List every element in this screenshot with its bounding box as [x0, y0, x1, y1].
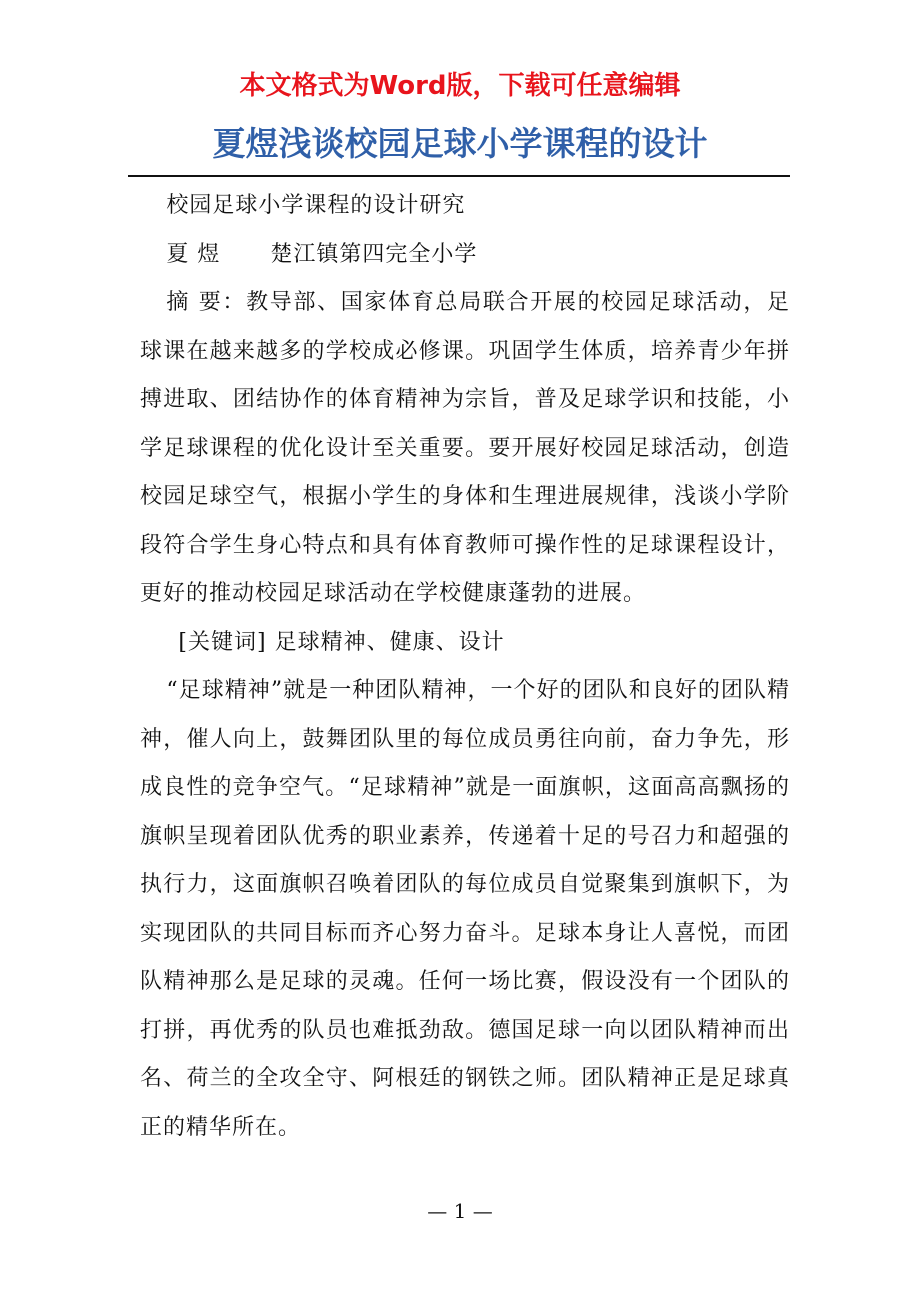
author-line: [140, 231, 790, 280]
abstract-paragraph: 摘 要：教导部、国家体育总局联合开展的校园足球活动，足球课在越来越多的学校成必修课。巩固学生体质，培养青少年拼搏进取、团结协作的体育精神为宗旨，普及足球学识和技能，小学足球课程的优化设计至关重要。要开展好校园足球活动，创造校园足球空气，根据小学生的身体和生理进展规律，浅谈小学阶段符合学生身心特点和具有体育教师可操作性的足球课程设计，更好的推动校园足球活动在学校健康蓬勃的进展。: [140, 290, 790, 606]
document-title: 夏煜浅谈校园足球小学课程的设计: [212, 124, 708, 163]
page-number: — 1 —: [427, 1199, 493, 1223]
body-paragraph: “足球精神”就是一种团队精神，一个好的团队和良好的团队精神，催人向上，鼓舞团队里的每位成员勇往向前，奋力争先，形成良性的竞争空气。“足球精神”就是一面旗帜，这面高高飘扬的旗帜呈现着团队优秀的职业素养，传递着十足的号召力和超强的执行力，这面旗帜召唤着团队的每位成员自觉聚集到旗帜下，为实现团队的共同目标而齐心努力奋斗。足球本身让人喜悦，而团队精神那么是足球的灵魂。任何一场比赛，假设没有一个团队的打拼，再优秀的队员也难抵劲敌。德国足球一向以团队精神而出名、荷兰的全攻全守、阿根廷的钢铁之师。团队精神正是足球真正的精华所在。: [140, 678, 790, 1140]
document-body: [140, 182, 790, 1152]
author-name: 夏 煜: [166, 241, 221, 267]
article-subtitle: 校园足球小学课程的设计研究: [166, 193, 466, 218]
keywords-label: [关键词]: [178, 629, 267, 655]
keywords-line: [140, 619, 790, 668]
download-banner: 本文格式为Word版，下载可任意编辑: [239, 71, 681, 101]
keywords-text: 足球精神、健康、设计: [274, 629, 505, 655]
title-divider: [128, 175, 790, 177]
author-school: 楚江镇第四完全小学: [270, 241, 478, 267]
